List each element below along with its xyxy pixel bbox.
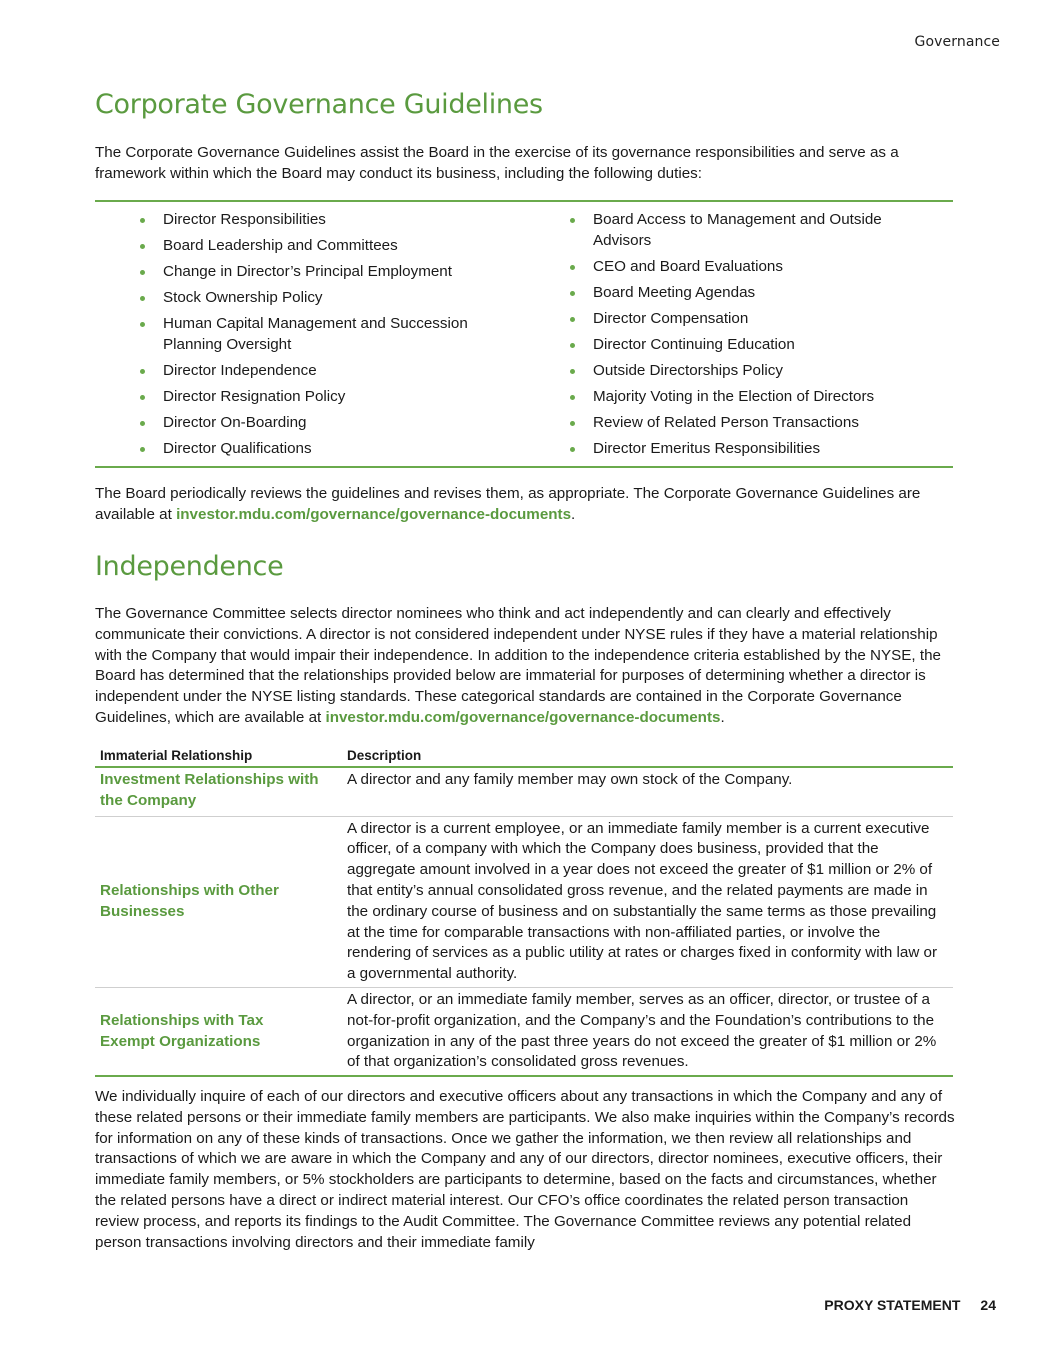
bullet-icon (570, 291, 575, 296)
independence-intro: The Governance Committee selects director nominees who think and act independently and can clearly and effectively communicate their convictions. A director is not considered independent under NYSE rules if they have a material relationship with the Company that would impair their independence. In addition to the independence criteria established by the NYSE, the Board has determined that the relationships provided below are immaterial for purposes of determining whether a director is independent under the NYSE listing standards. These categorical standards are contained in the Corporate Governance Guidelines, which are available at investor.mdu.com/governance/governance-documents. (95, 605, 941, 726)
immaterial-relationships-table (95, 746, 953, 1077)
guidelines-intro: The Corporate Governance Guidelines assist the Board in the exercise of its governance responsibilities and serve as a framework within which the Board may conduct its business, including the following duties: (95, 144, 899, 182)
relationship-cell: Investment Relationships with the Company (95, 767, 342, 816)
duty-item: Stock Ownership Policy (137, 288, 517, 309)
bullet-icon (140, 322, 145, 327)
duties-column-left (137, 210, 517, 465)
table-row (95, 767, 953, 816)
page-number: 24 (980, 1297, 996, 1313)
bullet-icon (140, 244, 145, 249)
duty-item: Director Continuing Education (567, 335, 947, 356)
duty-item: Director Emeritus Responsibilities (567, 439, 947, 460)
description-cell: A director is a current employee, or an immediate family member is a current executive officer, of a company with which the Company does business, provided that the aggregate amount involved in a year does not exceed the greater of $1 million or 2% of that entity’s annual consolidated gross revenue, and the related payments are made in the ordinary course of business and on substantially the same terms as those prevailing at the time for comparable transactions with non-affiliated parties, or involve the rendering of services as a public utility at rates or charges fixed in conformity with law or a governmental authority. (342, 816, 953, 987)
duty-item: Director Responsibilities (137, 210, 517, 231)
column-header-relationship: Immaterial Relationship (95, 746, 342, 767)
bullet-icon (570, 447, 575, 452)
bullet-icon (570, 317, 575, 322)
description-cell: A director and any family member may own stock of the Company. (342, 767, 953, 816)
bullet-icon (570, 369, 575, 374)
section-title-independence: Independence (95, 551, 284, 582)
duty-item: Board Leadership and Committees (137, 236, 517, 257)
bullet-icon (140, 369, 145, 374)
governance-documents-link[interactable]: investor.mdu.com/governance/governance-documents (325, 708, 721, 726)
duties-list (95, 200, 953, 468)
table-row (95, 987, 953, 1076)
guidelines-availability: The Board periodically reviews the guidelines and revises them, as appropriate. The Corporate Governance Guidelines are available at investor.mdu.com/governance/governance-documents. (95, 485, 921, 523)
duty-item: Outside Directorships Policy (567, 361, 947, 382)
duty-item: Director Compensation (567, 309, 947, 330)
bullet-icon (570, 395, 575, 400)
duty-item: Director Qualifications (137, 439, 517, 460)
bullet-icon (140, 395, 145, 400)
duty-item: Director On-Boarding (137, 413, 517, 434)
duty-item: CEO and Board Evaluations (567, 257, 947, 278)
bullet-icon (570, 218, 575, 223)
bullet-icon (570, 421, 575, 426)
duty-item: Board Meeting Agendas (567, 283, 947, 304)
bullet-icon (140, 218, 145, 223)
bullet-icon (140, 421, 145, 426)
duty-item: Director Resignation Policy (137, 387, 517, 408)
duty-item: Change in Director’s Principal Employment (137, 262, 517, 283)
section-title-guidelines: Corporate Governance Guidelines (95, 89, 543, 120)
governance-documents-link[interactable]: investor.mdu.com/governance/governance-documents (176, 505, 572, 523)
footer-label: PROXY STATEMENT (824, 1297, 961, 1313)
bullet-icon (570, 343, 575, 348)
table-header-row (95, 746, 953, 767)
relationship-cell: Relationships with Tax Exempt Organizations (95, 987, 342, 1076)
related-person-transactions-text: We individually inquire of each of our directors and executive officers about any transactions in which the Company and any of these related persons or their immediate family members are participants. We also make inquiries within the Company’s records for information on any of these kinds of transactions. Once we gather the information, we then review all relationships and transactions of which we are aware in which the Company and any of our directors, director nominees, executive officers, their immediate family members, or 5% stockholders are participants to determine, based on the facts and circumstances, whether the related persons have a direct or indirect material interest. Our CFO’s office coordinates the related person transaction review process, and reports its findings to the Audit Committee. The Governance Committee reviews any potential related person transactions involving directors and their immediate family (95, 1088, 955, 1251)
column-header-description: Description (342, 746, 953, 767)
bullet-icon (140, 270, 145, 275)
bullet-icon (570, 265, 575, 270)
running-head: Governance (914, 34, 1000, 50)
duty-item: Human Capital Management and Succession Planning Oversight (137, 314, 493, 356)
relationship-cell: Relationships with Other Businesses (95, 816, 342, 987)
duties-column-right (567, 210, 947, 465)
bullet-icon (140, 447, 145, 452)
description-cell: A director, or an immediate family member, serves as an officer, director, or trustee of a not-for-profit organization, and the Company’s and the Foundation’s contributions to the organization in any of the past three years do not exceed the greater of $1 million or 2% of that organization’s consolidated gross revenues. (342, 987, 953, 1076)
bullet-icon (140, 296, 145, 301)
duty-item: Board Access to Management and Outside Advisors (567, 210, 903, 252)
duty-item: Majority Voting in the Election of Directors (567, 387, 947, 408)
page-footer (824, 1297, 996, 1313)
duty-item: Review of Related Person Transactions (567, 413, 947, 434)
table-row (95, 816, 953, 987)
duty-item: Director Independence (137, 361, 517, 382)
